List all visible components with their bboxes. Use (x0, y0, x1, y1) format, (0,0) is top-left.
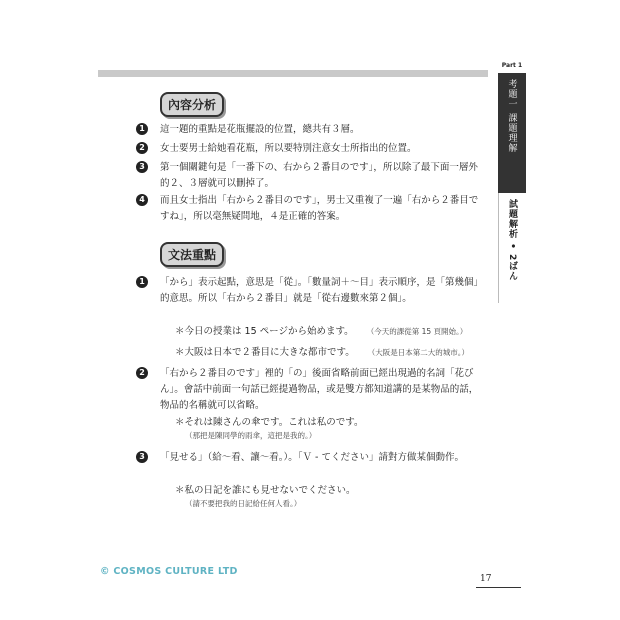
grammar-item (140, 450, 485, 466)
item-number: 3 (136, 161, 148, 173)
grammar-item (140, 366, 485, 414)
example-sentence (175, 484, 356, 510)
grammar-item (140, 275, 485, 307)
example-sentence (175, 416, 363, 442)
item-number: 3 (136, 451, 148, 463)
item-text: 「から」表示起點，意思是「從」。「數量詞＋～目」表示順序，是「第幾個」的意思。所以「右から２番目」就是「從右邊數來第２個」。 (160, 277, 484, 304)
item-number: 4 (136, 194, 148, 206)
item-text: 「見せる」（給～看、讓～看。）。「Ｖ - てください」請對方做某個動作。 (160, 452, 464, 463)
example-translation: （大阪是日本第二大的城市。） (367, 348, 470, 357)
page-number: 17 (480, 574, 492, 584)
item-text: 第一個關鍵句是「一番下の、右から２番目のです」，所以除了最下面一層外的２、３層就可以刪掉了。 (160, 162, 478, 189)
publisher-logo: © COSMOS CULTURE LTD (100, 566, 238, 577)
example-japanese: ＊今日の授業は 15 ページから始めます。 (175, 326, 354, 337)
item-number: 2 (136, 367, 148, 379)
chapter-tab: 考題一 課題理解 (498, 73, 526, 193)
example-sentence (175, 325, 467, 338)
subsection-tab: 試題解析 • 2ばん (498, 193, 526, 303)
item-number: 1 (136, 276, 148, 288)
page-number-rule (476, 587, 521, 588)
item-number: 2 (136, 142, 148, 154)
example-japanese: ＊大阪は日本で２番目に大きな都市です。 (175, 347, 355, 358)
example-translation: （請不要把我的日記給任何人看。） (185, 499, 302, 508)
analysis-item (140, 193, 485, 225)
item-number: 1 (136, 123, 148, 135)
item-text: 而且女士指出「右から２番目のです」，男士又重複了一遍「右から２番目ですね」，所以毫無疑問地，４是正確的答案。 (160, 195, 479, 222)
analysis-item (140, 160, 485, 192)
example-japanese: ＊私の日記を誰にも見せないでください。 (175, 485, 356, 496)
section-heading-content-analysis: 內容分析 (160, 92, 224, 117)
example-translation: （那把是陳同學的雨傘，這把是我的。） (185, 431, 317, 440)
item-text: 這一題的重點是花瓶擺設的位置，總共有３層。 (160, 124, 360, 135)
section-heading-grammar: 文法重點 (160, 242, 224, 267)
analysis-item (140, 122, 485, 138)
top-rule (98, 70, 488, 77)
analysis-item (140, 141, 485, 157)
item-text: 「右から２番目のです」裡的「の」後面省略前面已經出現過的名詞「花びん」。會話中前面一句話已經提過物品，或是雙方都知道講的是某物品的話，物品的名稱就可以省略。 (160, 368, 479, 411)
part-label: Part 1 (501, 62, 523, 69)
chapter-sidebar (498, 62, 526, 303)
example-japanese: ＊それは陳さんの傘です。これは私のです。 (175, 417, 364, 428)
example-sentence (175, 346, 469, 359)
item-text: 女士要男士給她看花瓶，所以要特別注意女士所指出的位置。 (160, 143, 417, 154)
example-translation: （今天的課從第 15 頁開始。） (366, 327, 468, 336)
